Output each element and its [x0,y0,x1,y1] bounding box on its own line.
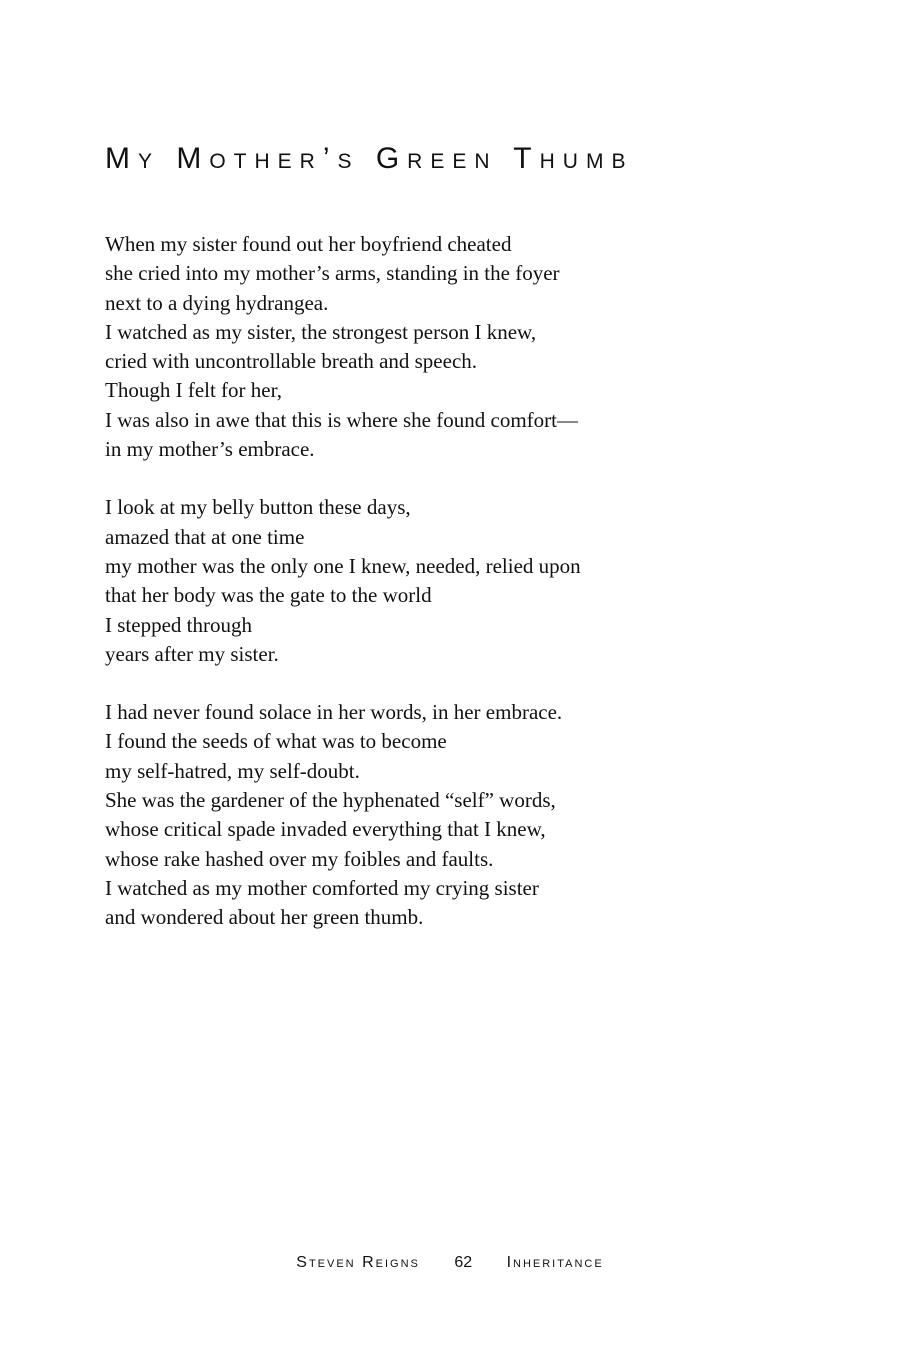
page-footer [0,1254,900,1272]
poem-line: amazed that at one time [105,524,305,549]
poem-line: I found the seeds of what was to become [105,729,447,754]
poem-line: whose rake hashed over my foibles and faults. [105,846,494,871]
stanza-2 [105,493,825,669]
poem-line: I had never found solace in her words, in her embrace. [105,700,563,725]
stanza-3 [105,698,825,932]
poem-title: My Mother’s Green Thumb [105,142,634,175]
poem-line: When my sister found out her boyfriend cheated [105,232,512,256]
poem-line: my self-hatred, my self-doubt. [105,758,360,783]
poem-line: in my mother’s embrace. [105,437,315,462]
page-number: 62 [454,1254,473,1271]
poem-line: she cried into my mother’s arms, standing in the foyer [105,261,560,286]
poem-line: I look at my belly button these days, [105,495,411,520]
poem-line: my mother was the only one I knew, needed, relied upon [105,553,581,578]
poem-body [105,230,825,962]
poem-line: I stepped through [105,612,252,637]
poem-line: cried with uncontrollable breath and speech. [105,349,478,374]
poem-line: and wondered about her green thumb. [105,905,424,930]
poem-line: I watched as my mother comforted my crying sister [105,875,539,900]
poem-line: that her body was the gate to the world [105,583,432,608]
poem-line: years after my sister. [105,641,279,666]
footer-book-title: Inheritance [506,1254,604,1271]
footer-author: Steven Reigns [296,1254,420,1271]
poem-line: Though I felt for her, [105,378,283,403]
poem-line: I watched as my sister, the strongest person I knew, [105,319,537,344]
poem-line: next to a dying hydrangea. [105,290,329,315]
poem-line: She was the gardener of the hyphenated “self” words, [105,788,556,813]
stanza-1 [105,230,825,464]
poem-line: whose critical spade invaded everything that I knew, [105,817,546,842]
poem-line: I was also in awe that this is where she found comfort— [105,407,578,432]
